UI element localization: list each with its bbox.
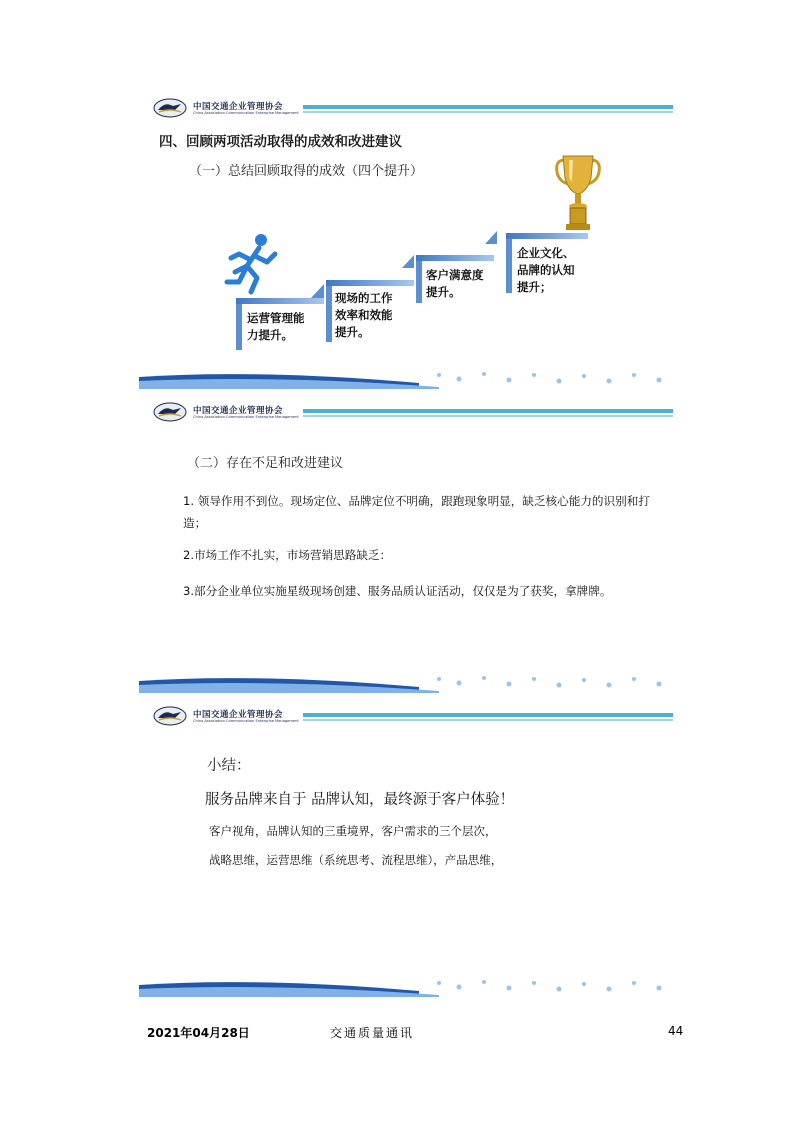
org-name-en: China Association Communication Enterprise Management	[193, 111, 299, 115]
section-title: 四、回顾两项活动取得的成效和改进建议	[159, 134, 402, 150]
slide-summary	[139, 700, 679, 997]
slide-shortcomings	[139, 396, 679, 693]
org-name-cn: 中国交通企业管理协会	[193, 406, 284, 416]
issue-date: 2021年04月28日	[147, 1026, 250, 1040]
header-rule-thin	[303, 415, 673, 417]
page-number: 44	[668, 1024, 684, 1038]
step-4-line-2: 品牌的认知	[517, 263, 575, 277]
association-logo	[153, 706, 187, 726]
section-subtitle: （一）总结回顾取得的成效（四个提升）	[189, 164, 424, 179]
step-3-line-1: 客户满意度	[426, 268, 484, 282]
summary-line-2: 战略思维，运营思维（系统思考、流程思维），产品思维，	[209, 853, 503, 867]
section-subtitle: （二）存在不足和改进建议	[187, 456, 344, 471]
staircase-graphic	[139, 92, 679, 389]
association-logo	[153, 402, 187, 422]
slide-achievements	[139, 92, 679, 389]
summary-main-statement: 服务品牌来自于 品牌认知，最终源于客户体验！	[205, 792, 515, 808]
header-rule	[303, 713, 673, 717]
magazine-name: 交通质量通讯	[330, 1026, 415, 1040]
slide-header	[153, 706, 673, 726]
step-3-line-2: 提升。	[426, 285, 461, 299]
step-2-text	[335, 290, 393, 341]
point-3: 3.部分企业单位实施星级现场创建、服务品质认证活动，仅仅是为了获奖，拿牌牌。	[183, 584, 612, 598]
step-4-line-3: 提升；	[517, 280, 552, 294]
footer-wave	[139, 367, 679, 389]
footer-wave	[139, 671, 679, 693]
step-1-line-2: 力提升。	[247, 328, 293, 342]
org-name-en: China Association Communication Enterprise Management	[193, 719, 299, 723]
step-3-text	[426, 267, 484, 301]
step-4-line-1: 企业文化、	[517, 246, 575, 260]
org-name-cn: 中国交通企业管理协会	[193, 102, 284, 112]
step-2-line-2: 效率和效能	[335, 308, 393, 322]
summary-line-1: 客户视角，品牌认知的三重境界，客户需求的三个层次，	[209, 824, 497, 838]
header-rule	[303, 409, 673, 413]
header-rule-thin	[303, 719, 673, 721]
step-2-line-1: 现场的工作	[335, 291, 393, 305]
summary-heading: 小结：	[207, 758, 251, 774]
step-1-text	[247, 310, 305, 344]
org-name-cn: 中国交通企业管理协会	[193, 710, 284, 720]
step-4-text	[517, 245, 575, 296]
point-2: 2.市场工作不扎实，市场营销思路缺乏：	[183, 548, 392, 562]
footer-wave	[139, 975, 679, 997]
step-2-line-3: 提升。	[335, 325, 370, 339]
slide-header	[153, 402, 673, 422]
step-1-line-1: 运营管理能	[247, 311, 305, 325]
org-name-en: China Association Communication Enterprise Management	[193, 415, 299, 419]
point-1: 1. 领导作用不到位。现场定位、品牌定位不明确，跟跑现象明显，缺乏核心能力的识别和打造；	[183, 494, 650, 530]
